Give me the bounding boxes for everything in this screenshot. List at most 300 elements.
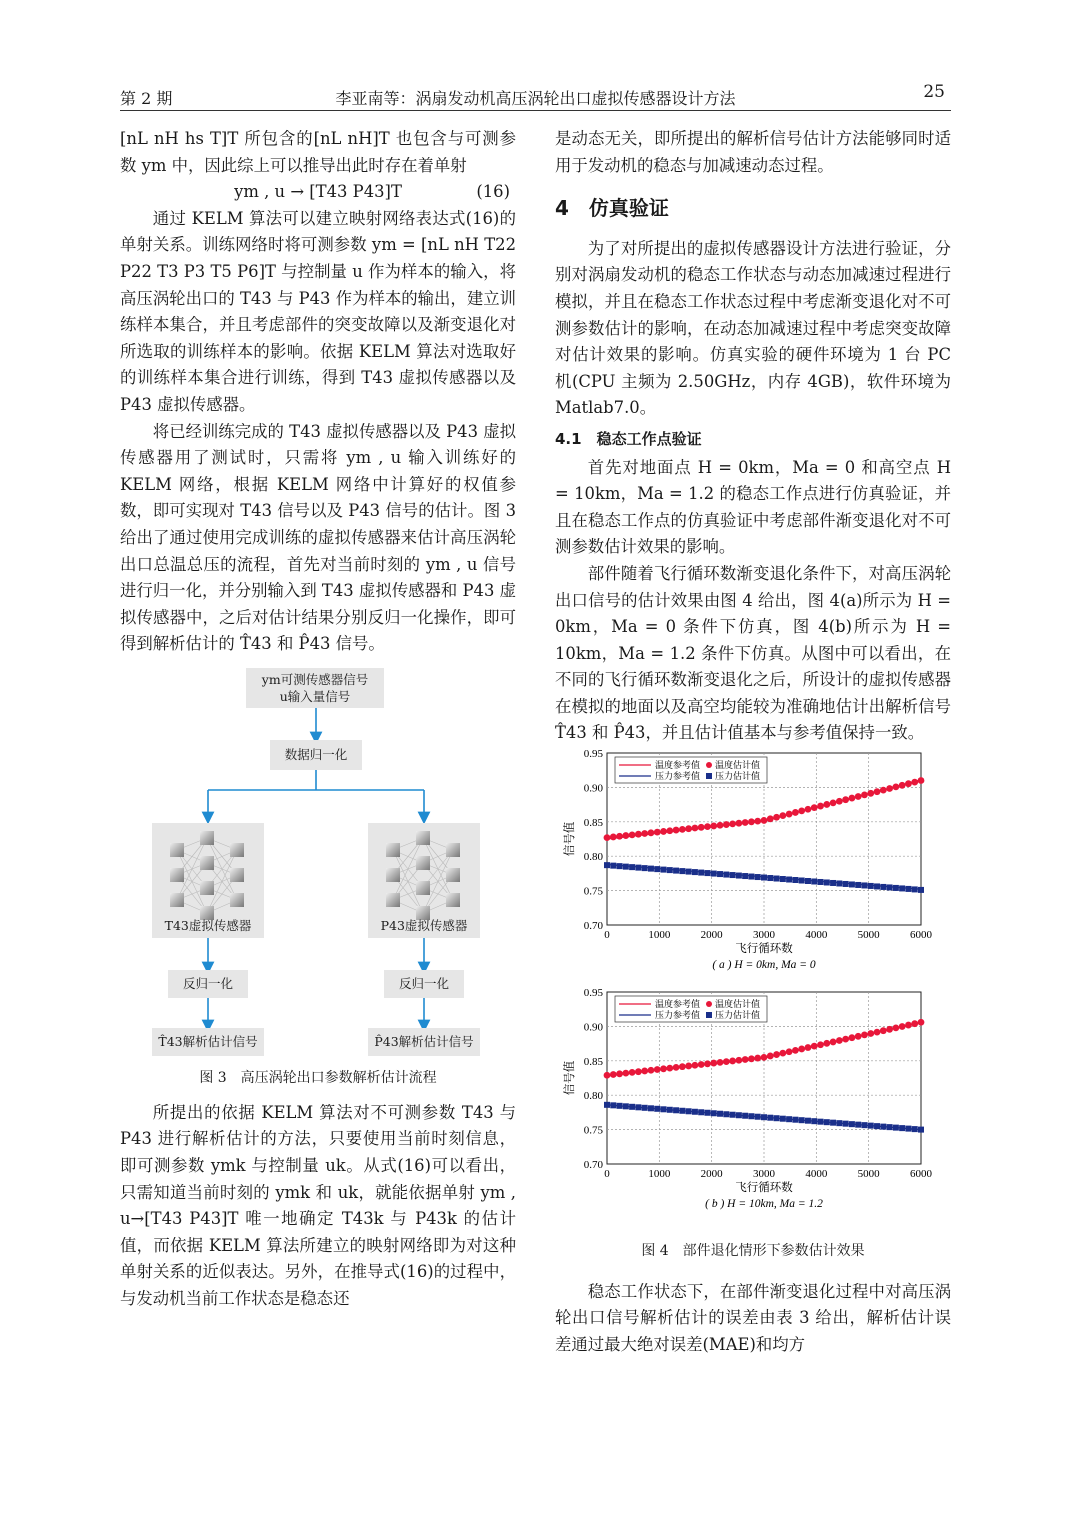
temp-estimate-point	[723, 821, 730, 828]
temp-estimate-point	[717, 1059, 724, 1066]
pressure-estimate-point	[843, 881, 849, 887]
pressure-estimate-point	[692, 869, 698, 875]
pressure-estimate-point	[623, 864, 629, 870]
temp-estimate-point	[792, 1047, 799, 1054]
paragraph: [nL nH hs T]T 所包含的[nL nH]T 也包含与可测参数 ym 中，因此综上可以推导出此时存在着单射	[120, 129, 516, 175]
pressure-estimate-point	[861, 1122, 867, 1128]
legend-label: 压力估计值	[715, 1009, 761, 1020]
temp-estimate-point	[811, 804, 818, 811]
pressure-estimate-point	[836, 1120, 842, 1126]
pressure-estimate-point	[667, 867, 673, 873]
pressure-estimate-point	[893, 1124, 899, 1130]
pressure-estimate-point	[912, 886, 918, 892]
pressure-estimate-point	[617, 863, 623, 869]
figure-4a-chart	[555, 747, 951, 986]
y-tick-label: 0.95	[583, 986, 603, 999]
pressure-estimate-point	[723, 1111, 729, 1117]
pressure-estimate-point	[918, 1126, 924, 1132]
temp-estimate-point	[610, 1071, 617, 1078]
pressure-estimate-point	[617, 1102, 623, 1108]
pressure-estimate-point	[786, 1116, 792, 1122]
temp-estimate-point	[823, 801, 830, 808]
pressure-estimate-point	[736, 873, 742, 879]
pressure-estimate-point	[742, 1112, 748, 1118]
temp-estimate-point	[905, 780, 912, 787]
pressure-estimate-point	[843, 1120, 849, 1126]
pressure-estimate-point	[698, 870, 704, 876]
pressure-estimate-point	[648, 866, 654, 872]
network-node	[200, 881, 214, 895]
right-column	[555, 126, 951, 1359]
temp-estimate-point	[692, 825, 699, 832]
temp-estimate-point	[805, 806, 812, 813]
pressure-estimate-point	[830, 1119, 836, 1125]
pressure-estimate-point	[905, 1125, 911, 1131]
equation-body: ym , u → [T43 P43]T	[234, 182, 402, 202]
y-axis-label: 信号值	[564, 821, 576, 857]
pressure-estimate-point	[635, 865, 641, 871]
temp-estimate-point	[817, 803, 824, 810]
pressure-estimate-point	[861, 883, 867, 889]
temp-estimate-point	[767, 1052, 774, 1059]
temp-estimate-point	[830, 800, 837, 807]
legend-label: 温度估计值	[715, 760, 761, 771]
temp-estimate-point	[685, 1062, 692, 1069]
temp-estimate-point	[786, 811, 793, 818]
temp-estimate-point	[629, 1069, 636, 1076]
pressure-estimate-point	[912, 1126, 918, 1132]
legend-press-est-swatch	[706, 773, 712, 779]
temp-estimate-point	[874, 1028, 881, 1035]
temp-estimate-point	[723, 1058, 730, 1065]
pressure-estimate-point	[692, 1108, 698, 1114]
temp-estimate-point	[698, 824, 705, 831]
pressure-estimate-point	[792, 1116, 798, 1122]
pressure-estimate-point	[818, 1118, 824, 1124]
pressure-estimate-point	[774, 876, 780, 882]
pressure-estimate-point	[654, 866, 660, 872]
pressure-estimate-point	[711, 1110, 717, 1116]
temp-estimate-point	[786, 1048, 793, 1055]
temp-estimate-point	[629, 832, 636, 839]
pressure-estimate-point	[805, 878, 811, 884]
temp-estimate-point	[704, 1060, 711, 1067]
y-tick-label: 0.75	[583, 885, 603, 898]
temp-estimate-point	[880, 1027, 887, 1034]
pressure-estimate-point	[755, 874, 761, 880]
temp-estimate-point	[729, 821, 736, 828]
pressure-estimate-point	[673, 1107, 679, 1113]
pressure-estimate-point	[730, 872, 736, 878]
temp-estimate-point	[673, 827, 680, 834]
left-column	[120, 126, 516, 1313]
temp-estimate-point	[704, 823, 711, 830]
pressure-estimate-point	[730, 1111, 736, 1117]
temp-estimate-point	[622, 832, 629, 839]
running-header	[120, 82, 951, 108]
pressure-estimate-point	[604, 1101, 610, 1107]
pressure-estimate-point	[786, 877, 792, 883]
temp-estimate-point	[679, 1063, 686, 1070]
temp-estimate-point	[792, 809, 799, 816]
pressure-estimate-point	[905, 886, 911, 892]
temp-estimate-point	[911, 1020, 918, 1027]
y-tick-label: 0.80	[583, 1089, 603, 1102]
temp-estimate-point	[773, 814, 780, 821]
temp-estimate-point	[660, 1065, 667, 1072]
temp-estimate-point	[842, 1035, 849, 1042]
temp-estimate-point	[748, 818, 755, 825]
temp-estimate-point	[779, 1049, 786, 1056]
chart-subtitle: ( a ) H = 0km, Ma = 0	[712, 959, 816, 972]
paragraph: 为了对所提出的虚拟传感器设计方法进行验证，分别对涡扇发动机的稳态工作状态与动态加减速过程进行模拟，并且在稳态工作状态过程中考虑渐变退化对不可测参数估计的影响，在动态加减速过程中考虑突变故障对估计效果的影响。仿真实验的硬件环境为 1 台 PC 机(CPU 主频为 2.50GHz，内存 4GB)，软件环境为 Matlab7.0。	[555, 238, 951, 418]
output-right: P̂43解析估计信号	[368, 1028, 480, 1056]
y-tick-label: 0.85	[583, 816, 603, 829]
x-tick-label: 1000	[648, 929, 671, 942]
y-tick-label: 0.90	[583, 782, 603, 795]
paragraph: 将已经训练完成的 T43 虚拟传感器以及 P43 虚拟传感器用了测试时，只需将 ym , u 输入训练好的 KELM 网络，根据 KELM 网络中计算好的权值参数，即可实现对 T43 信号以及 P43 信号的估计。图 3 给出了通过使用完成训练的虚拟传感器来估计高压涡轮出口总温总压的流程，首先对当前时刻的 ym , u 信号进行归一化，并分别输入到 T43 虚拟传感器和 P43 虚拟传感器中，之后对估计结果分别反归一化操作，即可得到解析估计的 T̂43 和 P̂43 信号。	[120, 421, 516, 654]
equation-16	[120, 179, 516, 206]
x-tick-label: 3000	[753, 929, 775, 942]
figure-4-caption: 图 4 部件退化情形下参数估计效果	[641, 1243, 865, 1260]
t43-network-nodes	[152, 823, 264, 918]
temp-estimate-point	[692, 1061, 699, 1068]
legend-temp-est-swatch	[706, 1001, 712, 1007]
pressure-estimate-point	[723, 872, 729, 878]
x-tick-label: 0	[604, 1167, 610, 1180]
pressure-estimate-point	[604, 862, 610, 868]
x-tick-label: 0	[604, 929, 610, 942]
figure-3-caption: 图 3 高压涡轮出口参数解析估计流程	[199, 1069, 437, 1086]
denormalize-left: 反归一化	[168, 970, 248, 998]
pressure-estimate-point	[836, 881, 842, 887]
temp-estimate-point	[798, 1045, 805, 1052]
pressure-estimate-point	[748, 874, 754, 880]
pressure-estimate-point	[799, 1117, 805, 1123]
pressure-estimate-point	[629, 1103, 635, 1109]
subsection-heading: 4.1 稳态工作点验证	[555, 429, 702, 448]
network-node	[386, 868, 400, 882]
temp-estimate-point	[616, 833, 623, 840]
network-node	[386, 843, 400, 857]
page-number: 25	[923, 82, 945, 102]
article-title: 李亚南等：涡扇发动机高压涡轮出口虚拟传感器设计方法	[335, 89, 736, 108]
pressure-estimate-point	[868, 1122, 874, 1128]
temp-estimate-point	[899, 782, 906, 789]
pressure-estimate-point	[686, 1108, 692, 1114]
temp-estimate-point	[648, 1066, 655, 1073]
pressure-estimate-point	[849, 882, 855, 888]
network-node	[170, 843, 184, 857]
network-node	[230, 893, 244, 907]
temp-estimate-point	[811, 1042, 818, 1049]
temp-estimate-point	[635, 831, 642, 838]
network-node	[416, 856, 430, 870]
paragraph: 是动态无关，即所提出的解析信号估计方法能够同时适用于发动机的稳态与加减速动态过程。	[555, 129, 951, 175]
pressure-estimate-point	[623, 1103, 629, 1109]
temp-estimate-point	[767, 815, 774, 822]
pressure-estimate-point	[642, 1104, 648, 1110]
pressure-estimate-point	[642, 865, 648, 871]
temp-estimate-point	[880, 787, 887, 794]
pressure-estimate-point	[654, 1105, 660, 1111]
pressure-estimate-point	[610, 1102, 616, 1108]
pressure-estimate-point	[874, 884, 880, 890]
y-tick-label: 0.85	[583, 1055, 603, 1068]
temp-estimate-point	[604, 834, 611, 841]
y-tick-label: 0.70	[583, 920, 603, 933]
legend-press-est-swatch	[706, 1012, 712, 1018]
output-left: T̂43解析估计信号	[152, 1028, 264, 1056]
pressure-estimate-point	[717, 1110, 723, 1116]
network-node	[416, 881, 430, 895]
issue-label: 第 2 期	[120, 89, 173, 108]
temp-estimate-point	[886, 1026, 893, 1033]
network-node	[416, 831, 430, 845]
temp-estimate-point	[849, 1034, 856, 1041]
pressure-estimate-point	[874, 1123, 880, 1129]
y-axis-label: 信号值	[564, 1060, 576, 1095]
temp-estimate-point	[861, 1031, 868, 1038]
temp-estimate-point	[911, 779, 918, 786]
temp-estimate-point	[654, 1066, 661, 1073]
x-tick-label: 1000	[648, 1167, 671, 1180]
temp-estimate-point	[742, 819, 749, 826]
legend-label: 压力估计值	[715, 771, 761, 782]
p43-sensor-label: P43虚拟传感器	[380, 918, 468, 934]
legend-label: 压力参考值	[655, 771, 701, 782]
pressure-estimate-point	[635, 1104, 641, 1110]
temp-estimate-point	[867, 790, 874, 797]
x-tick-label: 6000	[910, 1167, 932, 1180]
x-tick-label: 2000	[700, 929, 723, 942]
temp-estimate-point	[855, 793, 862, 800]
temp-estimate-point	[604, 1072, 611, 1079]
pressure-estimate-point	[780, 876, 786, 882]
temp-estimate-point	[654, 829, 661, 836]
pressure-estimate-point	[767, 1114, 773, 1120]
temp-estimate-point	[679, 826, 686, 833]
pressure-estimate-point	[667, 1106, 673, 1112]
temp-estimate-point	[742, 1056, 749, 1063]
network-node	[200, 856, 214, 870]
temp-estimate-point	[905, 1021, 912, 1028]
temp-estimate-point	[666, 1064, 673, 1071]
t43-sensor-label: T43虚拟传感器	[164, 918, 252, 934]
chart-a-svg	[555, 747, 951, 977]
pressure-estimate-point	[887, 884, 893, 890]
network-node	[446, 868, 460, 882]
y-tick-label: 0.90	[583, 1021, 603, 1034]
pressure-estimate-point	[774, 1115, 780, 1121]
temp-estimate-point	[861, 792, 868, 799]
equation-number: (16)	[476, 182, 510, 202]
pressure-estimate-point	[918, 887, 924, 893]
x-tick-label: 5000	[857, 1167, 880, 1180]
temp-estimate-point	[698, 1061, 705, 1068]
temp-estimate-point	[773, 1051, 780, 1058]
paragraph: 部件随着飞行循环数渐变退化条件下，对高压涡轮出口信号的估计效果由图 4 给出，图 4(a)所示为 H = 0km，Ma = 0 条件下仿真，图 4(b)所示为 H = 10km，Ma = 1.2 条件下仿真。从图中可以看出，在不同的飞行循环数渐变退化之后，所设计的虚拟传感器在模拟的地面以及高空均能较为准确地估计出解析信号 T̂43 和 P̂43，并且估计值基本与参考值保持一致。	[555, 563, 951, 743]
temp-estimate-point	[660, 828, 667, 835]
temp-estimate-point	[855, 1033, 862, 1040]
temp-estimate-point	[710, 823, 717, 830]
temp-estimate-point	[918, 1019, 925, 1026]
legend-label: 压力参考值	[655, 1009, 701, 1020]
network-node	[170, 868, 184, 882]
temp-estimate-point	[717, 822, 724, 829]
temp-estimate-point	[805, 1044, 812, 1051]
temp-estimate-point	[892, 1024, 899, 1031]
temp-estimate-point	[761, 817, 768, 824]
temp-estimate-point	[754, 818, 761, 825]
pressure-estimate-point	[742, 873, 748, 879]
temp-estimate-point	[842, 796, 849, 803]
paragraph: 通过 KELM 算法可以建立映射网络表达式(16)的单射关系。训练网络时将可测参数 ym = [nL nH T22 P22 T3 P3 T5 P6]T 与控制量 u 作为样本的输入，将高压涡轮出口的 T43 与 P43 作为样本的输出，建立训练样本集合，并且考虑部件的突变故障以及渐变退化对所选取的训练样本的影响。依据 KELM 算法对选取好的训练样本集合进行训练，得到 T43 虚拟传感器以及 P43 虚拟传感器。	[120, 208, 516, 414]
temp-estimate-point	[836, 1037, 843, 1044]
pressure-estimate-point	[830, 880, 836, 886]
denormalize-right: 反归一化	[384, 970, 464, 998]
pressure-estimate-point	[755, 1113, 761, 1119]
pressure-estimate-point	[661, 867, 667, 873]
x-tick-label: 6000	[910, 929, 932, 942]
temp-estimate-point	[886, 785, 893, 792]
pressure-estimate-point	[849, 1121, 855, 1127]
pressure-estimate-point	[679, 1107, 685, 1113]
x-axis-label: 飞行循环数	[735, 943, 793, 956]
pressure-estimate-point	[805, 1117, 811, 1123]
section-heading: 4 仿真验证	[555, 196, 669, 221]
x-tick-label: 3000	[753, 1167, 775, 1180]
temp-estimate-point	[622, 1069, 629, 1076]
temp-estimate-point	[849, 795, 856, 802]
temp-estimate-point	[798, 808, 805, 815]
pressure-estimate-point	[811, 1118, 817, 1124]
header-rule	[120, 110, 951, 111]
temp-estimate-point	[823, 1040, 830, 1047]
temp-estimate-point	[685, 825, 692, 832]
normalize-box: 数据归一化	[270, 740, 362, 770]
temp-estimate-point	[867, 1030, 874, 1037]
legend-label: 温度参考值	[655, 998, 701, 1009]
pressure-estimate-point	[736, 1112, 742, 1118]
pressure-estimate-point	[679, 868, 685, 874]
pressure-estimate-point	[717, 871, 723, 877]
temp-estimate-point	[836, 798, 843, 805]
chart-subtitle: ( b ) H = 10km, Ma = 1.2	[705, 1197, 823, 1210]
pressure-estimate-point	[748, 1113, 754, 1119]
temp-estimate-point	[635, 1068, 642, 1075]
pressure-estimate-point	[855, 1121, 861, 1127]
input-box	[246, 668, 384, 708]
pressure-estimate-point	[610, 863, 616, 869]
pressure-estimate-point	[811, 879, 817, 885]
temp-estimate-point	[648, 829, 655, 836]
network-node	[170, 893, 184, 907]
paragraph: 稳态工作状态下，在部件渐变退化过程中对高压涡轮出口信号解析估计的误差由表 3 给出，解析估计误差通过最大绝对误差(MAE)和均方	[555, 1281, 951, 1355]
temp-estimate-point	[666, 827, 673, 834]
y-tick-label: 0.75	[583, 1124, 603, 1137]
legend-label: 温度估计值	[715, 998, 761, 1009]
pressure-estimate-point	[824, 880, 830, 886]
pressure-estimate-point	[880, 884, 886, 890]
pressure-estimate-point	[818, 879, 824, 885]
temp-estimate-point	[874, 788, 881, 795]
pressure-estimate-point	[893, 885, 899, 891]
temp-estimate-point	[710, 1059, 717, 1066]
temp-estimate-point	[918, 777, 925, 784]
x-tick-label: 4000	[805, 929, 828, 942]
figure-4b-chart	[555, 986, 951, 1233]
pressure-estimate-point	[698, 1109, 704, 1115]
pressure-estimate-point	[761, 875, 767, 881]
input-label-1: ym可测传感器信号	[261, 671, 369, 687]
temp-estimate-point	[616, 1070, 623, 1077]
paragraph: 所提出的依据 KELM 算法对不可测参数 T43 与 P43 进行解析估计的方法，只要使用当前时刻信息，即可测参数 ymk 与控制量 uk。从式(16)可以看出，只需知道当前时刻的 ymk 和 uk，就能依据单射 ym , u→[T43 P43]T 唯一地确定 T43k 与 P43k 的估计值，而依据 KELM 算法所建立的映射网络即为对这种单射关系的近似表达。另外，在推导式(16)的过程中，与发动机当前工作状态是稳态还	[120, 1102, 516, 1309]
x-tick-label: 5000	[857, 929, 880, 942]
network-node	[200, 831, 214, 845]
temp-estimate-point	[779, 812, 786, 819]
pressure-estimate-point	[704, 870, 710, 876]
pressure-estimate-point	[661, 1106, 667, 1112]
pressure-estimate-point	[686, 869, 692, 875]
pressure-estimate-point	[711, 871, 717, 877]
input-label-2: u输入量信号	[279, 688, 351, 704]
temp-estimate-point	[830, 1038, 837, 1045]
pressure-estimate-point	[792, 877, 798, 883]
pressure-estimate-point	[880, 1123, 886, 1129]
pressure-estimate-point	[824, 1119, 830, 1125]
y-tick-label: 0.80	[583, 851, 603, 864]
pressure-estimate-point	[629, 864, 635, 870]
temp-estimate-point	[735, 1056, 742, 1063]
temp-estimate-point	[610, 834, 617, 841]
y-tick-label: 0.95	[583, 748, 603, 761]
pressure-estimate-point	[704, 1109, 710, 1115]
legend-temp-est-swatch	[706, 762, 712, 768]
pressure-estimate-point	[887, 1124, 893, 1130]
network-node	[446, 843, 460, 857]
temp-estimate-point	[673, 1064, 680, 1071]
temp-estimate-point	[641, 1067, 648, 1074]
x-tick-label: 4000	[805, 1167, 828, 1180]
pressure-estimate-point	[868, 883, 874, 889]
pressure-estimate-point	[761, 1114, 767, 1120]
temp-estimate-point	[754, 1054, 761, 1061]
pressure-estimate-point	[799, 878, 805, 884]
pressure-estimate-point	[855, 882, 861, 888]
temp-estimate-point	[761, 1054, 768, 1061]
temp-estimate-point	[729, 1057, 736, 1064]
network-node	[386, 893, 400, 907]
chart-b-svg	[555, 986, 951, 1224]
paragraph: 首先对地面点 H = 0km，Ma = 0 和高空点 H = 10km，Ma = 1.2 的稳态工作点进行仿真验证，并且在稳态工作点的仿真验证中考虑部件渐变退化对不可测参数估计效果的影响。	[555, 457, 951, 557]
pressure-estimate-point	[899, 1125, 905, 1131]
network-node	[230, 843, 244, 857]
pressure-estimate-point	[673, 868, 679, 874]
temp-estimate-point	[641, 830, 648, 837]
p43-network-nodes	[368, 823, 480, 918]
temp-estimate-point	[748, 1055, 755, 1062]
pressure-estimate-point	[899, 885, 905, 891]
temp-estimate-point	[735, 820, 742, 827]
pressure-estimate-point	[648, 1105, 654, 1111]
figure-3-flowchart	[120, 668, 516, 1088]
network-node	[446, 893, 460, 907]
temp-estimate-point	[892, 784, 899, 791]
legend-label: 温度参考值	[655, 760, 701, 771]
pressure-estimate-point	[767, 875, 773, 881]
temp-estimate-point	[817, 1041, 824, 1048]
